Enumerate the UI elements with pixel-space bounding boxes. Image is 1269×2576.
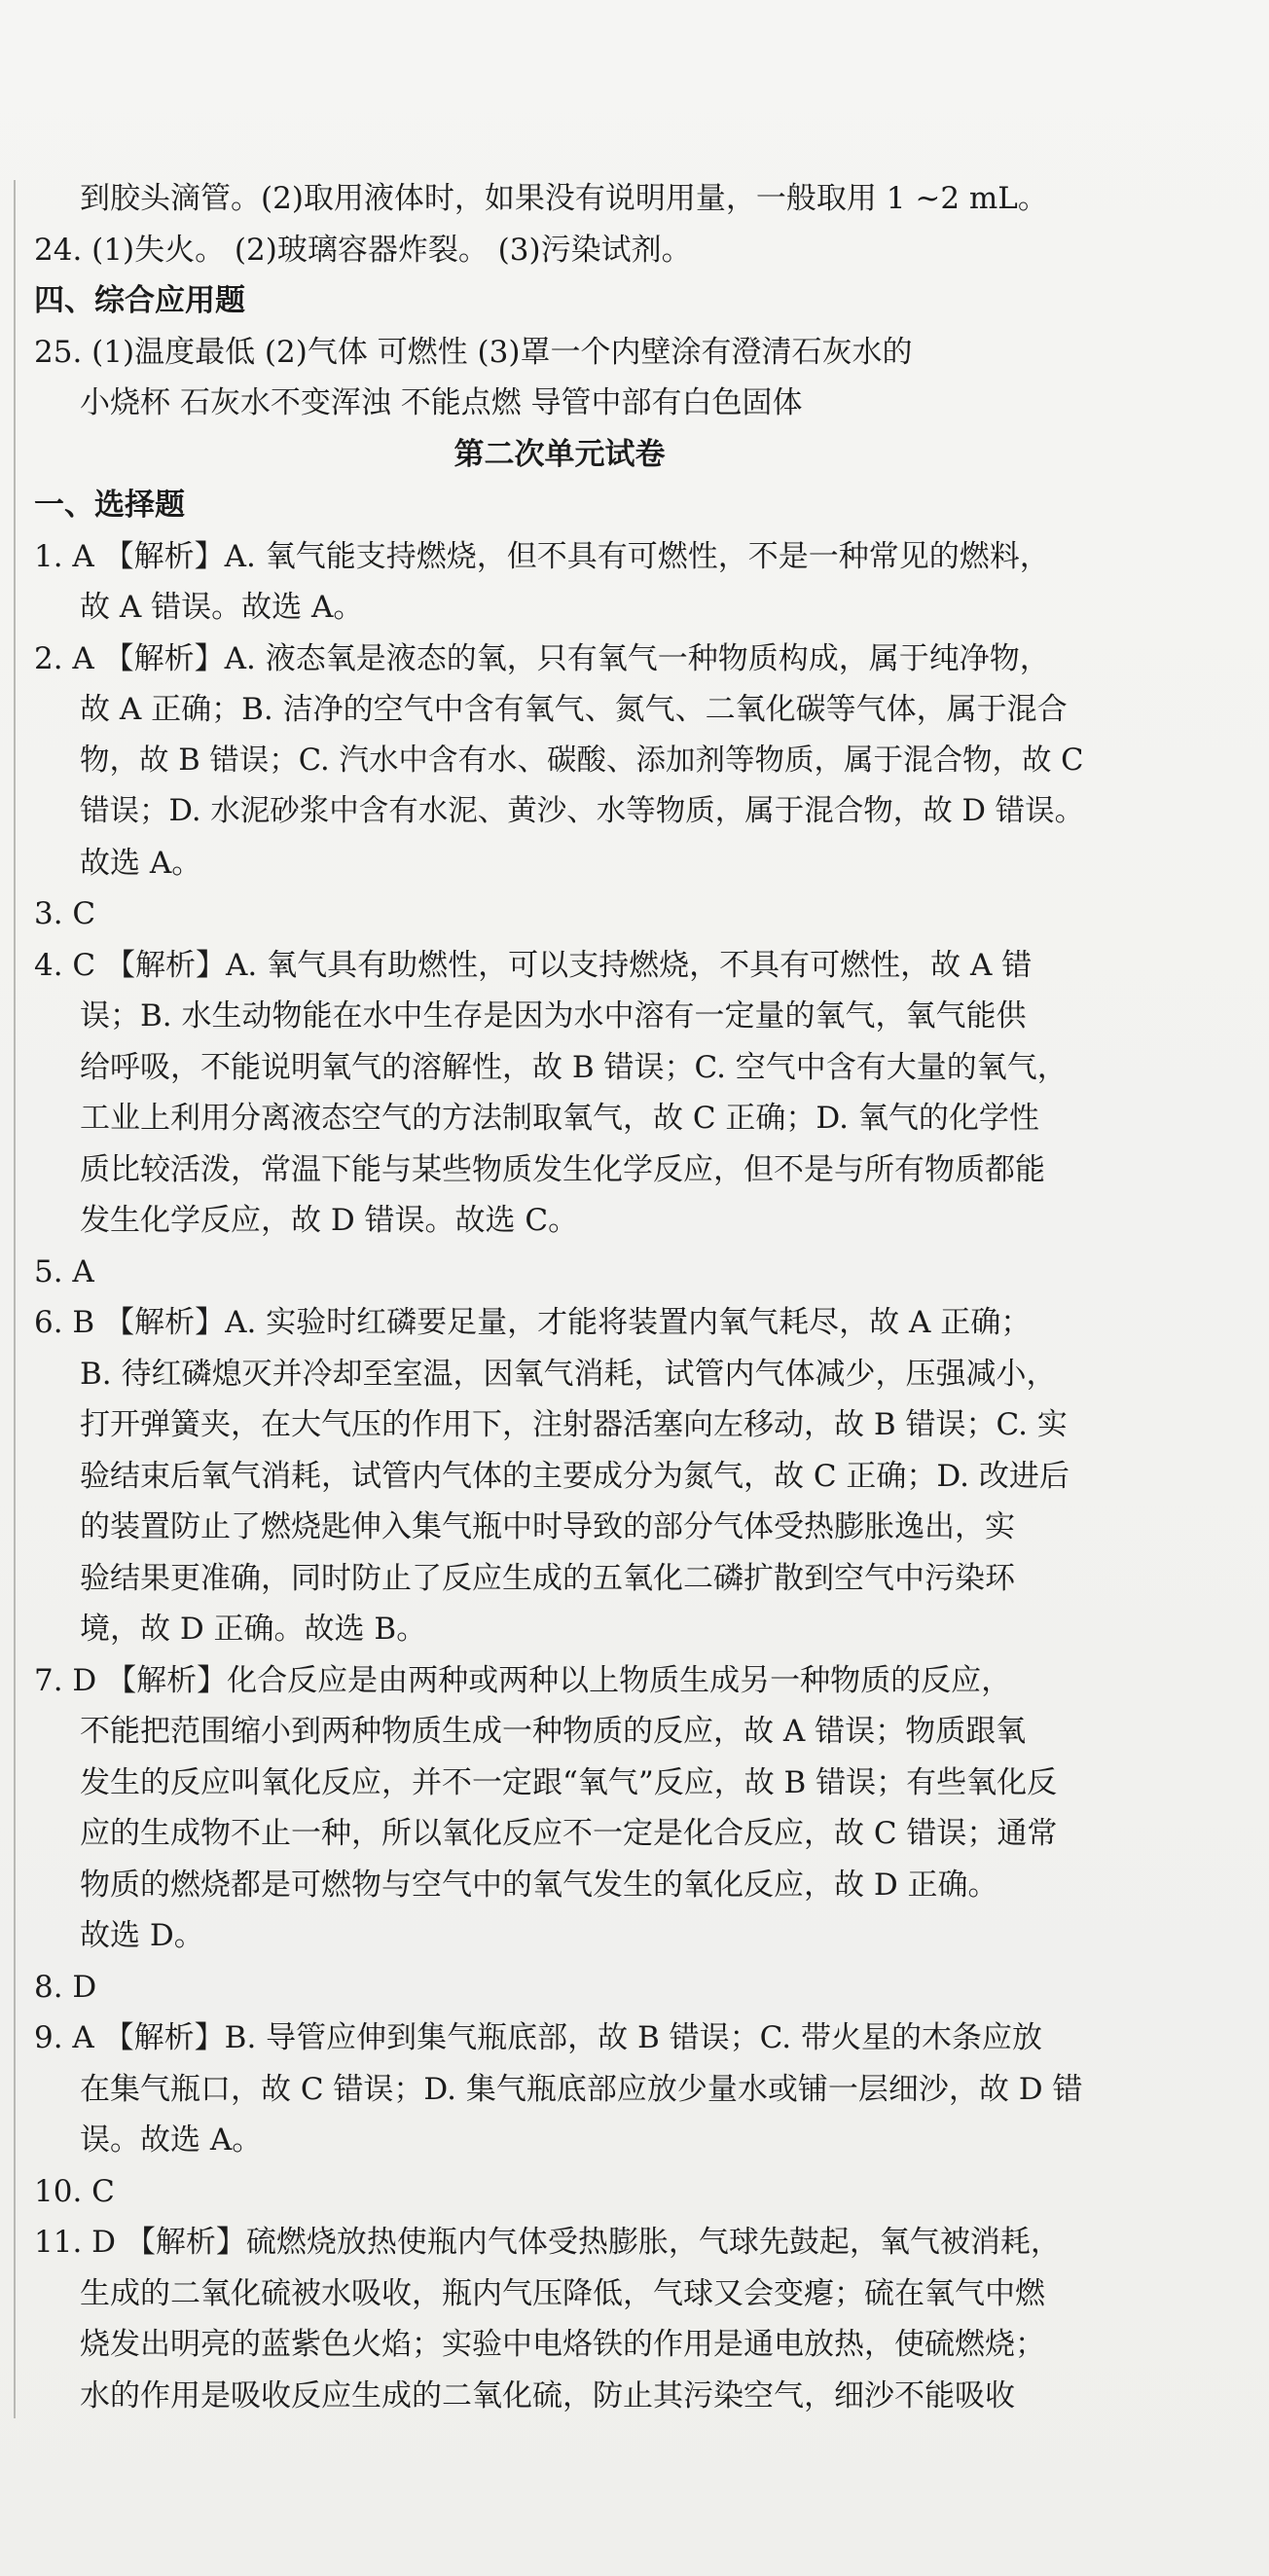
text-line: 发生化学反应，故 D 错误。故选 C。: [80, 1203, 579, 1238]
text-line: 误；B. 水生动物能在水中生存是因为水中溶有一定量的氧气，氧气能供: [80, 998, 1027, 1034]
text-line: 9. A 【解析】B. 导管应伸到集气瓶底部，故 B 错误；C. 带火星的木条应放: [34, 2020, 1042, 2055]
text-line: 验结束后氧气消耗，试管内气体的主要成分为氮气，故 C 正确；D. 改进后: [80, 1458, 1070, 1494]
text-line: 发生的反应叫氧化反应，并不一定跟“氧气”反应，故 B 错误；有些氧化反: [80, 1764, 1058, 1800]
text-line: 境，故 D 正确。故选 B。: [80, 1612, 427, 1647]
text-line: 验结果更准确，同时防止了反应生成的五氧化二磷扩散到空气中污染环: [80, 1560, 1015, 1596]
text-line: 故 A 错误。故选 A。: [80, 590, 364, 625]
text-line: 不能把范围缩小到两种物质生成一种物质的反应，故 A 错误；物质跟氧: [80, 1714, 1027, 1749]
text-line: 故选 D。: [80, 1918, 204, 1953]
text-line: 8. D: [34, 1969, 97, 2005]
section-heading: 一、选择题: [34, 488, 185, 523]
text-line: 1. A 【解析】A. 氧气能支持燃烧，但不具有可燃性，不是一种常见的燃料，: [34, 538, 1050, 574]
text-line: 6. B 【解析】A. 实验时红磷要足量，才能将装置内氧气耗尽，故 A 正确；: [34, 1305, 1032, 1340]
text-line: 故选 A。: [80, 845, 202, 881]
text-line: 物质的燃烧都是可燃物与空气中的氧气发生的氧化反应，故 D 正确。: [80, 1867, 998, 1903]
text-line: 10. C: [34, 2173, 115, 2209]
text-line: 应的生成物不止一种，所以氧化反应不一定是化合反应，故 C 错误；通常: [80, 1816, 1058, 1851]
section-title: 第二次单元试卷: [453, 436, 666, 472]
text-line: 工业上利用分离液态空气的方法制取氧气，故 C 正确；D. 氧气的化学性: [80, 1101, 1039, 1136]
answer-text-body: [34, 173, 1085, 2421]
text-line: 2. A 【解析】A. 液态氧是液态的氧，只有氧气一种物质构成，属于纯净物，: [34, 640, 1050, 676]
text-line: 11. D 【解析】硫燃烧放热使瓶内气体受热膨胀，气球先鼓起，氧气被消耗，: [34, 2225, 1061, 2260]
text-line: 给呼吸，不能说明氧气的溶解性，故 B 错误；C. 空气中含有大量的氧气，: [80, 1049, 1068, 1085]
text-line: 在集气瓶口，故 C 错误；D. 集气瓶底部应放少量水或铺一层细沙，故 D 错: [80, 2071, 1083, 2107]
text-line: 的装置防止了燃烧匙伸入集气瓶中时导致的部分气体受热膨胀逸出，实: [80, 1509, 1015, 1544]
text-line: 故 A 正确；B. 洁净的空气中含有氧气、氮气、二氧化碳等气体，属于混合: [80, 692, 1068, 727]
text-line: B. 待红磷熄灭并冷却至室温，因氧气消耗，试管内气体减少，压强减小，: [80, 1356, 1057, 1392]
text-line: 误。故选 A。: [80, 2122, 263, 2158]
margin-rule: [14, 180, 16, 2418]
text-line: 4. C 【解析】A. 氧气具有助燃性，可以支持燃烧，不具有可燃性，故 A 错: [34, 947, 1033, 983]
text-line: 3. C: [34, 896, 96, 931]
text-line: 打开弹簧夹，在大气压的作用下，注射器活塞向左移动，故 B 错误；C. 实: [80, 1407, 1068, 1442]
text-line: 质比较活泼，常温下能与某些物质发生化学反应，但不是与所有物质都能: [80, 1151, 1045, 1187]
text-line: 小烧杯 石灰水不变浑浊 不能点燃 导管中部有白色固体: [80, 385, 803, 420]
text-line: 5. A: [34, 1253, 94, 1289]
text-line: 物，故 B 错误；C. 汽水中含有水、碳酸、添加剂等物质，属于混合物，故 C: [80, 743, 1084, 778]
section-heading: 四、综合应用题: [34, 283, 245, 318]
text-line: 25. (1)温度最低 (2)气体 可燃性 (3)罩一个内壁涂有澄清石灰水的: [34, 334, 913, 370]
text-line: 烧发出明亮的蓝紫色火焰；实验中电烙铁的作用是通电放热，使硫燃烧；: [80, 2327, 1045, 2362]
text-line: 水的作用是吸收反应生成的二氧化硫，防止其污染空气，细沙不能吸收: [80, 2377, 1015, 2413]
text-line: 错误；D. 水泥砂浆中含有水泥、黄沙、水等物质，属于混合物，故 D 错误。: [80, 794, 1085, 828]
text-line: 生成的二氧化硫被水吸收，瓶内气压降低，气球又会变瘪；硫在氧气中燃: [80, 2275, 1045, 2311]
text-line: 7. D 【解析】化合反应是由两种或两种以上物质生成另一种物质的反应，: [34, 1662, 1012, 1698]
text-line: 到胶头滴管。(2)取用液体时，如果没有说明用量，一般取用 1 ~2 mL。: [80, 181, 1048, 216]
text-line: 24. (1)失火。 (2)玻璃容器炸裂。 (3)污染试剂。: [34, 232, 692, 268]
